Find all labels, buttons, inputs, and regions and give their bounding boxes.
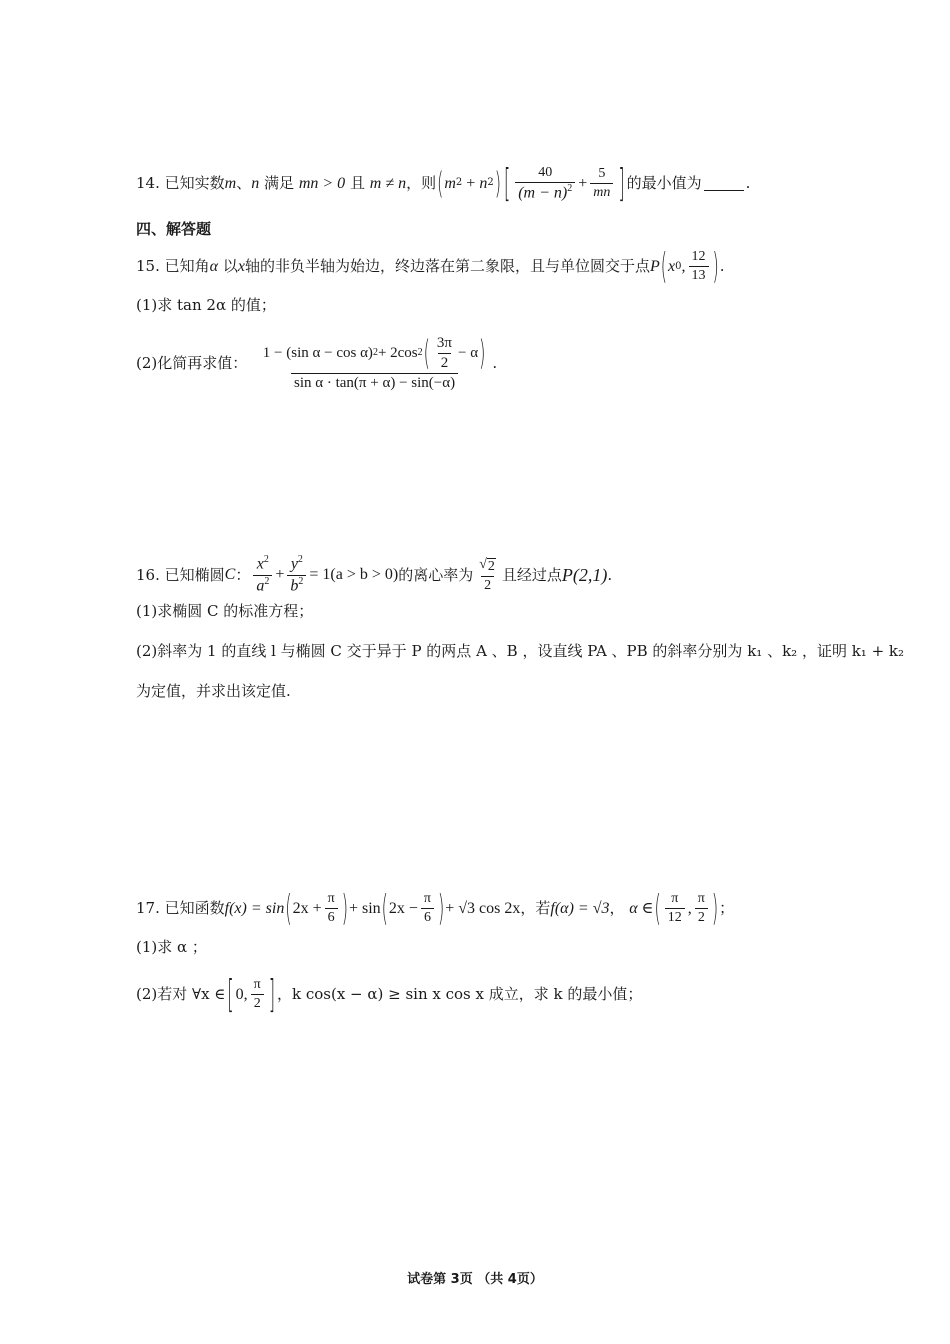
fraction: $\frac{40}{(m - n)^2}$ bbox=[515, 166, 575, 202]
question-number: 16. bbox=[136, 565, 160, 584]
section-heading: 四、解答题 bbox=[136, 220, 212, 238]
fraction: $\frac{\pi}{6}$ bbox=[325, 892, 338, 925]
fraction: $\frac{x^2}{a^2}$ bbox=[253, 556, 272, 594]
q17-part1: (1)求 α ； bbox=[136, 938, 207, 956]
fraction: $\frac{\pi}{2}$ bbox=[695, 892, 708, 925]
fraction: $\frac{y^2}{b^2}$ bbox=[287, 556, 306, 594]
fraction: 1 − (sin α − cos α) 2 + 2cos 2 ( $\frac{3\pi}{2}$ − α ) sin α · tan(π + α) − sin(−α) bbox=[262, 332, 486, 391]
question-15: 15. 已知角 α 以 x 轴的非负半轴为始边，终边落在第二象限，且与单位圆交于点 P ( x 0 , $\frac{12}{13}$ ) . bbox=[136, 244, 725, 287]
q15-part2: (2)化简再求值： 1 − (sin α − cos α) 2 + 2cos 2 ( $\frac{3\pi}{2}$ − α ) sin α · tan(π + α) − sin(−α) . bbox=[136, 332, 498, 391]
fraction: $\frac{12}{13}$ bbox=[689, 250, 709, 283]
q16-part2-line1: (2)斜率为 1 的直线 l 与椭圆 C 交于异于 P 的两点 A 、B ，设直线 PA 、PB 的斜率分别为 k₁ 、k₂ ，证明 k₁ + k₂ bbox=[136, 642, 905, 660]
fraction: √ 2 2 bbox=[479, 556, 495, 593]
page-footer: 试卷第 3页 （共 4页） bbox=[407, 1272, 543, 1287]
q17-part2: (2)若对 ∀x ∈ [ 0, $\frac{\pi}{2}$ ] ，k cos(x − α) ≥ sin x cos x 成立，求 k 的最小值； bbox=[136, 970, 643, 1017]
question-number: 17. bbox=[136, 899, 160, 917]
q16-part1: (1)求椭圆 C 的标准方程； bbox=[136, 602, 314, 620]
fraction: $\frac{5}{mn}$ bbox=[590, 167, 613, 200]
fraction: $\frac{\pi}{12}$ bbox=[665, 892, 685, 925]
q15-part1: (1)求 tan 2α 的值； bbox=[136, 296, 276, 314]
answer-blank[interactable] bbox=[704, 176, 744, 191]
question-number: 15. bbox=[136, 257, 160, 275]
fraction: $\frac{\pi}{2}$ bbox=[251, 978, 264, 1011]
question-16: 16. 已知椭圆 C ： $\frac{x^2}{a^2}$ + $\frac{y^2}{b^2}$ = 1(a > b > 0) 的离心率为 √ 2 2 且经过点 P(2,1) . bbox=[136, 554, 613, 595]
fraction: $\frac{\pi}{6}$ bbox=[421, 892, 434, 925]
question-14: 14. 已知实数 m 、 n 满足 mn > 0 且 m ≠ n ，则 ( m 2 + n 2 ) [ $\frac{40}{(m - n)^2}$ + $\frac{5}{mn}$ ] 的最小值为 . bbox=[136, 159, 751, 206]
question-17: 17. 已知函数 f(x) = sin ( 2x + $\frac{\pi}{6}$ ) + sin ( 2x − $\frac{\pi}{6}$ ) + √3 cos 2x ，若 f(α) = √3 ， α ∈ ( $\frac{\pi}{12}$ , $\frac{\pi}{2}$ ) ； bbox=[136, 886, 735, 929]
question-number: 14. bbox=[136, 174, 160, 193]
q16-part2-line2: 为定值，并求出该定值. bbox=[136, 682, 291, 700]
